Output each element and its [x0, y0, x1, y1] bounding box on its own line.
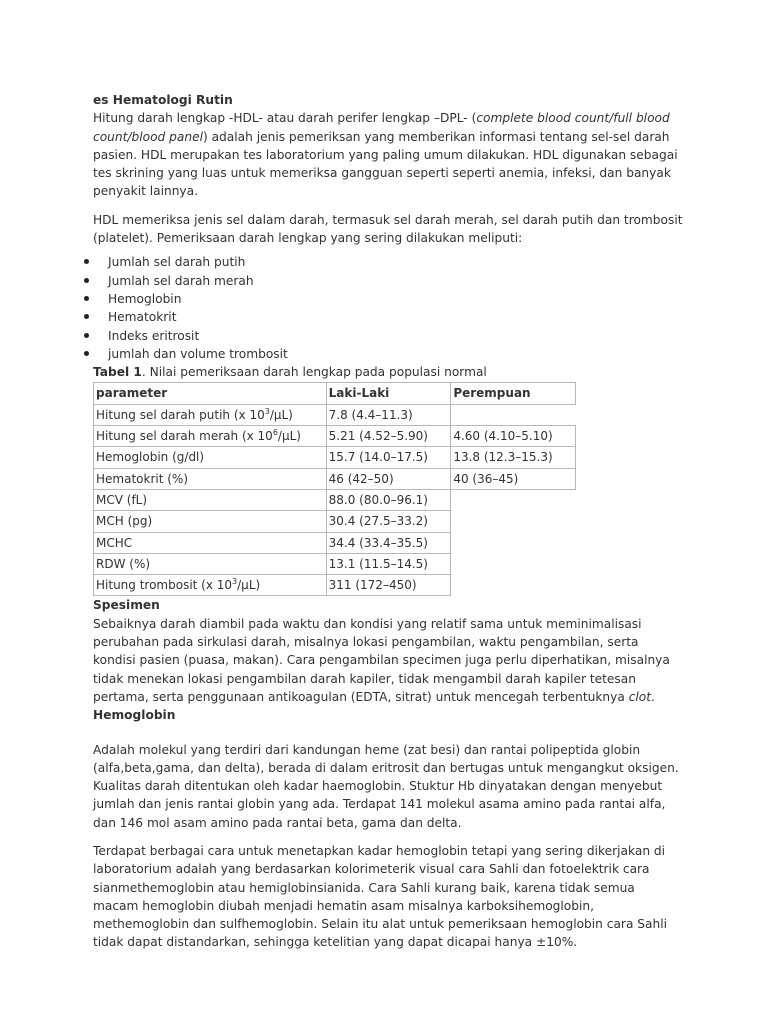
cell-female [451, 511, 576, 532]
table-row [94, 489, 576, 510]
cell-parameter [94, 447, 327, 468]
table-row [94, 553, 576, 574]
hemoglobin-paragraph-1: Adalah molekul yang terdiri dari kandungan heme (zat besi) dan rantai polipeptida globin (alfa,beta,gama, dan delta), berada di dalam eritrosit dan bertugas untuk mengangkut oksigen. Kualitas darah ditentukan oleh kadar haemoglobin. Stuktur Hb dinyatakan dengan menyebut jumlah dan jenis rantai globin yang ada. Terdapat 141 molekul asama amino pada rantai alfa, dan 146 mol asam amino pada rantai beta, gama dan delta. [93, 742, 679, 830]
list-item [93, 253, 683, 271]
bullet-icon [84, 351, 89, 356]
param-exponent: 3 [232, 577, 238, 587]
param-text: MCHC [96, 535, 133, 550]
cell-female [451, 575, 576, 596]
cell-female: 4.60 (4.10–5.10) [451, 426, 576, 447]
document-title: es Hematologi Rutin [93, 93, 233, 107]
spesimen-text-b: . [651, 689, 655, 704]
table-row [94, 468, 576, 489]
list-item [93, 327, 683, 345]
param-text: Hitung sel darah putih (x 10 [96, 407, 265, 422]
param-unit: /µL) [269, 407, 293, 422]
param-unit: /µL) [237, 578, 261, 593]
spesimen-paragraph [93, 615, 683, 706]
list-item-text: Hemoglobin [108, 291, 182, 306]
cell-female: 40 (36–45) [451, 468, 576, 489]
cell-parameter [94, 511, 327, 532]
bullet-icon [84, 278, 89, 283]
cell-female: 13.8 (12.3–15.3) [451, 447, 576, 468]
bullet-icon [84, 259, 89, 264]
param-text: Hemoglobin (g/dl) [96, 450, 205, 465]
intro-paragraph-2: HDL memeriksa jenis sel dalam darah, termasuk sel darah merah, sel darah putih dan trombosit (platelet). Pemeriksaan darah lengkap yang sering dilakukan meliputi: [93, 212, 683, 246]
list-item-text: Jumlah sel darah putih [108, 255, 246, 270]
list-item-text: Jumlah sel darah merah [108, 273, 254, 288]
header-parameter: parameter [94, 383, 327, 404]
spesimen-text-a: Sebaiknya darah diambil pada waktu dan kondisi yang relatif sama untuk meminimalisasi perubahan pada sirkulasi darah, misalnya lokasi pengambilan, waktu pengambilan, serta kondisi pasien (puasa, makan). Cara pengambilan specimen juga perlu diperhatikan, misalnya tidak menekan lokasi pengambilan darah kapiler, tidak mengambil darah kapiler tetesan pertama, serta penggunaan antikoagulan (EDTA, sitrat) untuk mencegah terbentuknya [93, 616, 670, 704]
param-unit: /µL) [277, 429, 301, 444]
table-caption-text: . Nilai pemeriksaan darah lengkap pada populasi normal [141, 365, 487, 380]
cell-parameter [94, 426, 327, 447]
bullet-icon [84, 296, 89, 301]
cell-parameter [94, 468, 327, 489]
list-item [93, 345, 683, 363]
cell-male: 15.7 (14.0–17.5) [326, 447, 451, 468]
hemoglobin-paragraph-2: Terdapat berbagai cara untuk menetapkan kadar hemoglobin tetapi yang sering dikerjakan di laboratorium adalah yang berdasarkan kolorimeterik visual cara Sahli dan fotoelektrik cara sianmethemoglobin atau hemiglobinsianida. Cara Sahli kurang baik, karena tidak semua macam hemoglobin diubah menjadi hematin asam misalnya karboksihemoglobin, methemoglobin dan sulfhemoglobin. Selain itu alat untuk pemeriksaan hemoglobin cara Sahli tidak dapat distandarkan, sehingga ketelitian yang dapat dicapai hanya ±10%. [93, 843, 667, 950]
list-item [93, 308, 683, 326]
cell-female [451, 489, 576, 510]
intro-paragraph-1 [93, 109, 683, 200]
table-header-row [94, 383, 576, 404]
param-text: RDW (%) [96, 556, 151, 571]
cell-male: 311 (172–450) [326, 575, 451, 596]
document-page [93, 91, 683, 952]
param-exponent: 6 [272, 428, 278, 438]
cell-male: 5.21 (4.52–5.90) [326, 426, 451, 447]
cell-parameter [94, 489, 327, 510]
reference-values-table [93, 382, 576, 596]
cell-male: 13.1 (11.5–14.5) [326, 553, 451, 574]
test-list [93, 253, 683, 363]
param-text: Hitung sel darah merah (x 10 [96, 429, 273, 444]
param-text: Hematokrit (%) [96, 471, 188, 486]
header-female: Perempuan [451, 383, 576, 404]
param-text: MCV (fL) [96, 492, 148, 507]
table-caption [93, 363, 683, 381]
list-item [93, 272, 683, 290]
param-text: Hitung trombosit (x 10 [96, 578, 233, 593]
intro-text-a: Hitung darah lengkap -HDL- atau darah perifer lengkap –DPL- ( [93, 111, 477, 126]
intro-text-b: ) adalah jenis pemeriksan yang memberikan informasi tentang sel-sel darah pasien. HDL merupakan tes laboratorium yang paling umum dilakukan. HDL digunakan sebagai tes skrining yang luas untuk memeriksa gangguan seperti seperti anemia, infeksi, dan banyak penyakit lainnya. [93, 129, 678, 199]
table-row [94, 511, 576, 532]
bullet-icon [84, 314, 89, 319]
list-item-text: jumlah dan volume trombosit [108, 346, 288, 361]
cell-male: 30.4 (27.5–33.2) [326, 511, 451, 532]
list-item-text: Hematokrit [108, 310, 177, 325]
table-row [94, 447, 576, 468]
table-row [94, 426, 576, 447]
cell-male: 34.4 (33.4–35.5) [326, 532, 451, 553]
intro-text-italic: complete blood count/full blood count/blood panel [93, 111, 670, 144]
table-caption-label: Tabel 1 [93, 365, 142, 380]
section-heading-spesimen: Spesimen [93, 598, 160, 613]
cell-female [451, 553, 576, 574]
cell-parameter [94, 553, 327, 574]
cell-male: 88.0 (80.0–96.1) [326, 489, 451, 510]
cell-female [451, 404, 576, 425]
param-text: MCH (pg) [96, 514, 153, 529]
list-item [93, 290, 683, 308]
table-row [94, 575, 576, 596]
list-item-text: Indeks eritrosit [108, 328, 200, 343]
cell-parameter [94, 404, 327, 425]
cell-male: 7.8 (4.4–11.3) [326, 404, 451, 425]
table-row [94, 532, 576, 553]
section-heading-hemoglobin: Hemoglobin [93, 708, 176, 723]
table-row [94, 404, 576, 425]
header-male: Laki-Laki [326, 383, 451, 404]
spesimen-text-italic: clot [628, 689, 652, 704]
cell-parameter [94, 575, 327, 596]
cell-female [451, 532, 576, 553]
bullet-icon [84, 333, 89, 338]
cell-parameter [94, 532, 327, 553]
param-exponent: 3 [264, 406, 270, 416]
cell-male: 46 (42–50) [326, 468, 451, 489]
